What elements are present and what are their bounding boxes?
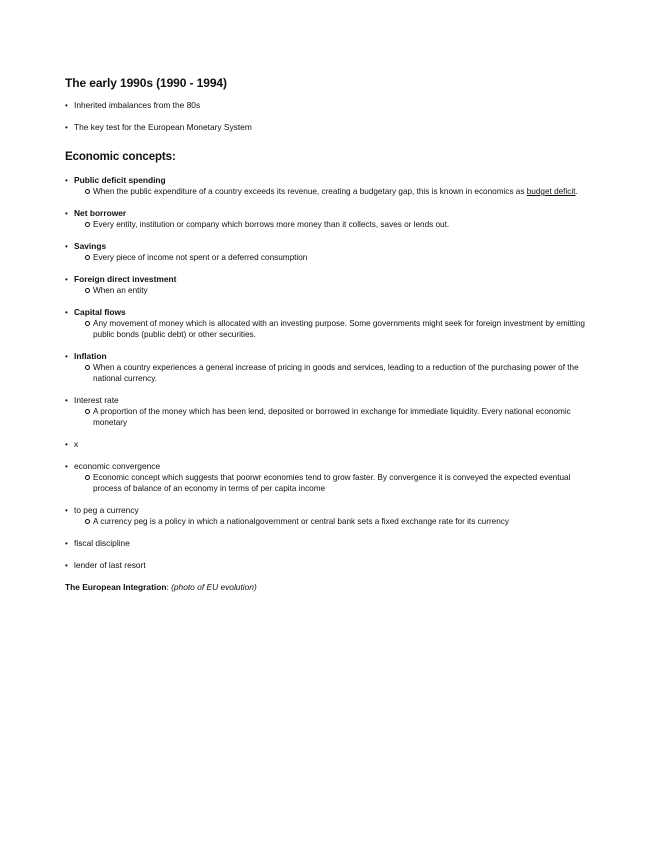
intro-item: • The key test for the European Monetary System — [65, 122, 588, 133]
concept-term: to peg a currency — [74, 505, 139, 515]
concept-term: Inflation — [74, 351, 107, 361]
concept-term: Capital flows — [74, 307, 126, 317]
definition-text: When the public expenditure of a country exceeds its revenue, creating a budgetary gap, this is known in economics as — [93, 187, 525, 196]
concept-definition: A proportion of the money which has been lend, deposited or borrowed in exchange for immediate liquidity. Every national economic monetary — [84, 406, 588, 428]
concept-item — [65, 461, 588, 494]
european-integration-line — [65, 582, 588, 592]
concept-item — [65, 208, 588, 230]
concept-term: Foreign direct investment — [74, 274, 177, 284]
concept-term: economic convergence — [74, 461, 161, 471]
concept-definition: Any movement of money which is allocated with an investing purpose. Some governments might seek for foreign investment by emitting public bonds (public debt) or other securities. — [84, 318, 588, 340]
photo-note: (photo of EU evolution) — [171, 582, 257, 592]
concept-term: Net borrower — [74, 208, 127, 218]
concept-item — [65, 241, 588, 263]
concept-item — [65, 439, 588, 450]
section-heading: Economic concepts: — [65, 151, 176, 163]
concept-term: lender of last resort — [74, 560, 146, 570]
intro-item: • Inherited imbalances from the 80s — [65, 100, 588, 111]
concept-definition — [84, 186, 588, 197]
concept-item — [65, 307, 588, 340]
concept-definition: A currency peg is a policy in which a nationalgovernment or central bank sets a fixed exchange rate for its currency — [84, 516, 588, 527]
concept-term: fiscal discipline — [74, 538, 130, 548]
page-title: The early 1990s (1990 - 1994) — [65, 76, 227, 90]
concept-item — [65, 351, 588, 384]
concept-item — [65, 505, 588, 527]
concept-item — [65, 538, 588, 549]
intro-list — [65, 100, 588, 133]
concept-definition: Every entity, institution or company which borrows more money than it collects, saves or lends out. — [84, 219, 588, 230]
concept-item — [65, 274, 588, 296]
concept-definition: Economic concept which suggests that poorwr economies tend to grow faster. By convergence it is conveyed the expected eventual process of balance of an economy in terms of per capita income — [84, 472, 588, 494]
concept-definition: Every piece of income not spent or a deferred consumption — [84, 252, 588, 263]
concepts-list — [65, 175, 588, 571]
concept-item — [65, 175, 588, 197]
budget-deficit-link[interactable]: budget deficit — [526, 187, 576, 196]
concept-term: Interest rate — [74, 395, 119, 405]
colon: : — [166, 582, 172, 592]
concept-definition: When an entity — [84, 285, 588, 296]
concept-term: x — [74, 439, 79, 449]
concept-definition: When a country experiences a general increase of pricing in goods and services, leading to a reduction of the purchasing power of the national currency. — [84, 362, 588, 384]
definition-end: . — [575, 187, 578, 196]
concept-item — [65, 560, 588, 571]
concept-term: Public deficit spending — [74, 175, 166, 185]
concept-term: Savings — [74, 241, 107, 251]
european-integration-label: The European Integration — [65, 582, 167, 592]
concept-item — [65, 395, 588, 428]
